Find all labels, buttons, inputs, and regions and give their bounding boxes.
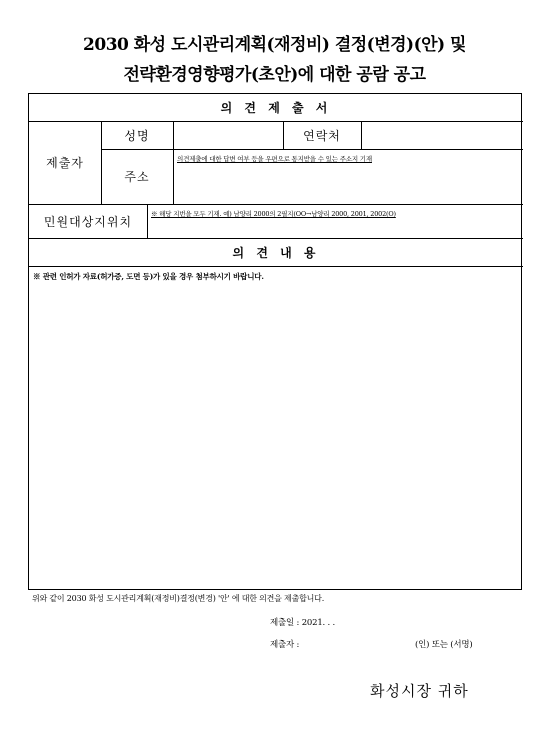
- opinion-form: [28, 93, 522, 590]
- address-hint: 의견제출에 대한 답변 여부 등을 우편으로 통지받을 수 있는 주소지 기재: [177, 155, 372, 163]
- contact-field[interactable]: [361, 121, 523, 149]
- location-hint: ※ 해당 지번을 모두 기재. 예) 남양리 2000의 2필지(OO→남양리 2000, 2001, 2002(O): [151, 210, 396, 218]
- location-label: 민원대상지위치: [43, 214, 133, 229]
- addressee: 화성시장 귀하: [370, 682, 469, 700]
- address-label: 주소: [124, 170, 150, 184]
- submitter-line: 제출자 :: [270, 640, 300, 650]
- notice-title-line-2: 전략환경영향평가(초안)에 대한 공람 공고: [123, 65, 426, 85]
- contact-label: 연락처: [303, 128, 341, 143]
- submission-date: 제출일 : 2021. . .: [270, 618, 336, 628]
- name-label: 성명: [124, 128, 150, 143]
- opinion-heading: 의 견 내 용: [232, 245, 320, 260]
- address-field[interactable]: [173, 149, 523, 204]
- opinion-body-field[interactable]: [29, 266, 523, 589]
- name-field[interactable]: [173, 121, 283, 149]
- submitter-label: 제출자: [46, 156, 84, 170]
- attachment-note: ※ 관련 인허가 자료(허가증, 도면 등)가 있을 경우 첨부하시기 바랍니다.: [33, 272, 264, 281]
- submission-heading: 의 견 제 출 서: [220, 101, 332, 115]
- notice-title-line-1: 2030 화성 도시관리계획(재정비) 결정(변경)(안) 및: [83, 35, 466, 55]
- location-field[interactable]: [147, 204, 523, 238]
- seal-or-signature: (인) 또는 (서명): [415, 640, 473, 650]
- declaration-text: 위와 같이 2030 화성 도시관리계획(재정비)결정(변경) '안' 에 대한 의견을 제출합니다.: [32, 594, 325, 603]
